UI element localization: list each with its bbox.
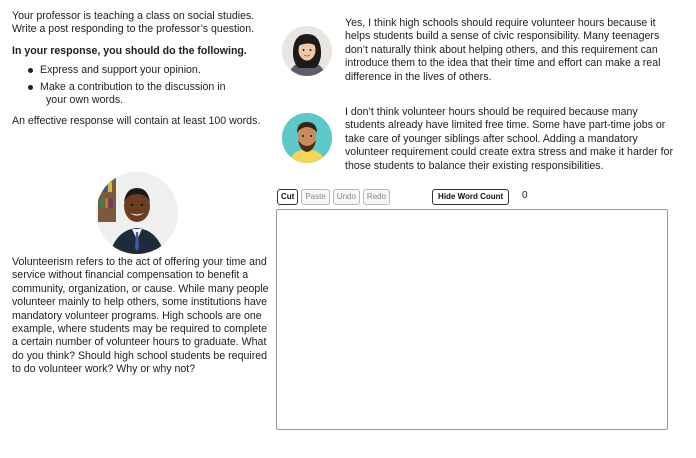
professor-avatar-icon — [96, 172, 178, 254]
student-woman-avatar-icon — [282, 26, 332, 76]
bullet-icon — [28, 85, 33, 90]
paste-button[interactable]: Paste — [301, 189, 329, 205]
instructions-heading: In your response, you should do the following. — [12, 44, 247, 57]
response-textarea[interactable] — [276, 209, 668, 430]
student-post-1: Yes, I think high schools should require volunteer hours because it helps students build a sense of civic responsibility. Many teenagers don’t naturally think about helping others, and this requirement can introduce them to the idea that their time and effort can make a real difference in the lives of others. — [345, 17, 661, 83]
undo-button[interactable]: Undo — [333, 189, 360, 205]
bullet-icon — [28, 68, 33, 73]
list-item: Express and support your opinion. — [12, 64, 270, 77]
instructions-list — [12, 64, 270, 107]
editor-toolbar — [277, 188, 512, 206]
prompt-panel — [12, 10, 270, 129]
prompt-intro: Your professor is teaching a class on social studies. Write a post responding to the professor’s question. — [12, 10, 255, 36]
professor-question: Volunteerism refers to the act of offering your time and service without financial compensation to benefit a community, organization, or cause. While many people volunteer mainly to help others, some institutions have mandatory volunteer programs. High schools are one example, where students may be required to complete a certain number of volunteer hours to graduate. What do you think? Should high school students be required to do volunteer work? Why or why not? — [12, 256, 269, 376]
length-note: An effective response will contain at least 100 words. — [12, 115, 261, 128]
list-item: Make a contribution to the discussion in your own words. — [12, 81, 270, 108]
cut-button[interactable]: Cut — [277, 189, 298, 205]
word-count: 0 — [522, 190, 528, 201]
student-post-2: I don’t think volunteer hours should be required because many students already have limited free time. Some have part-time jobs or take care of younger siblings after school. Adding a mandatory volunteer requirement could create extra stress and make it harder for those students to balance their existing responsibilities. — [345, 106, 673, 172]
hide-word-count-button[interactable]: Hide Word Count — [432, 189, 509, 205]
student-man-avatar-icon — [282, 113, 332, 163]
redo-button[interactable]: Redo — [363, 189, 390, 205]
